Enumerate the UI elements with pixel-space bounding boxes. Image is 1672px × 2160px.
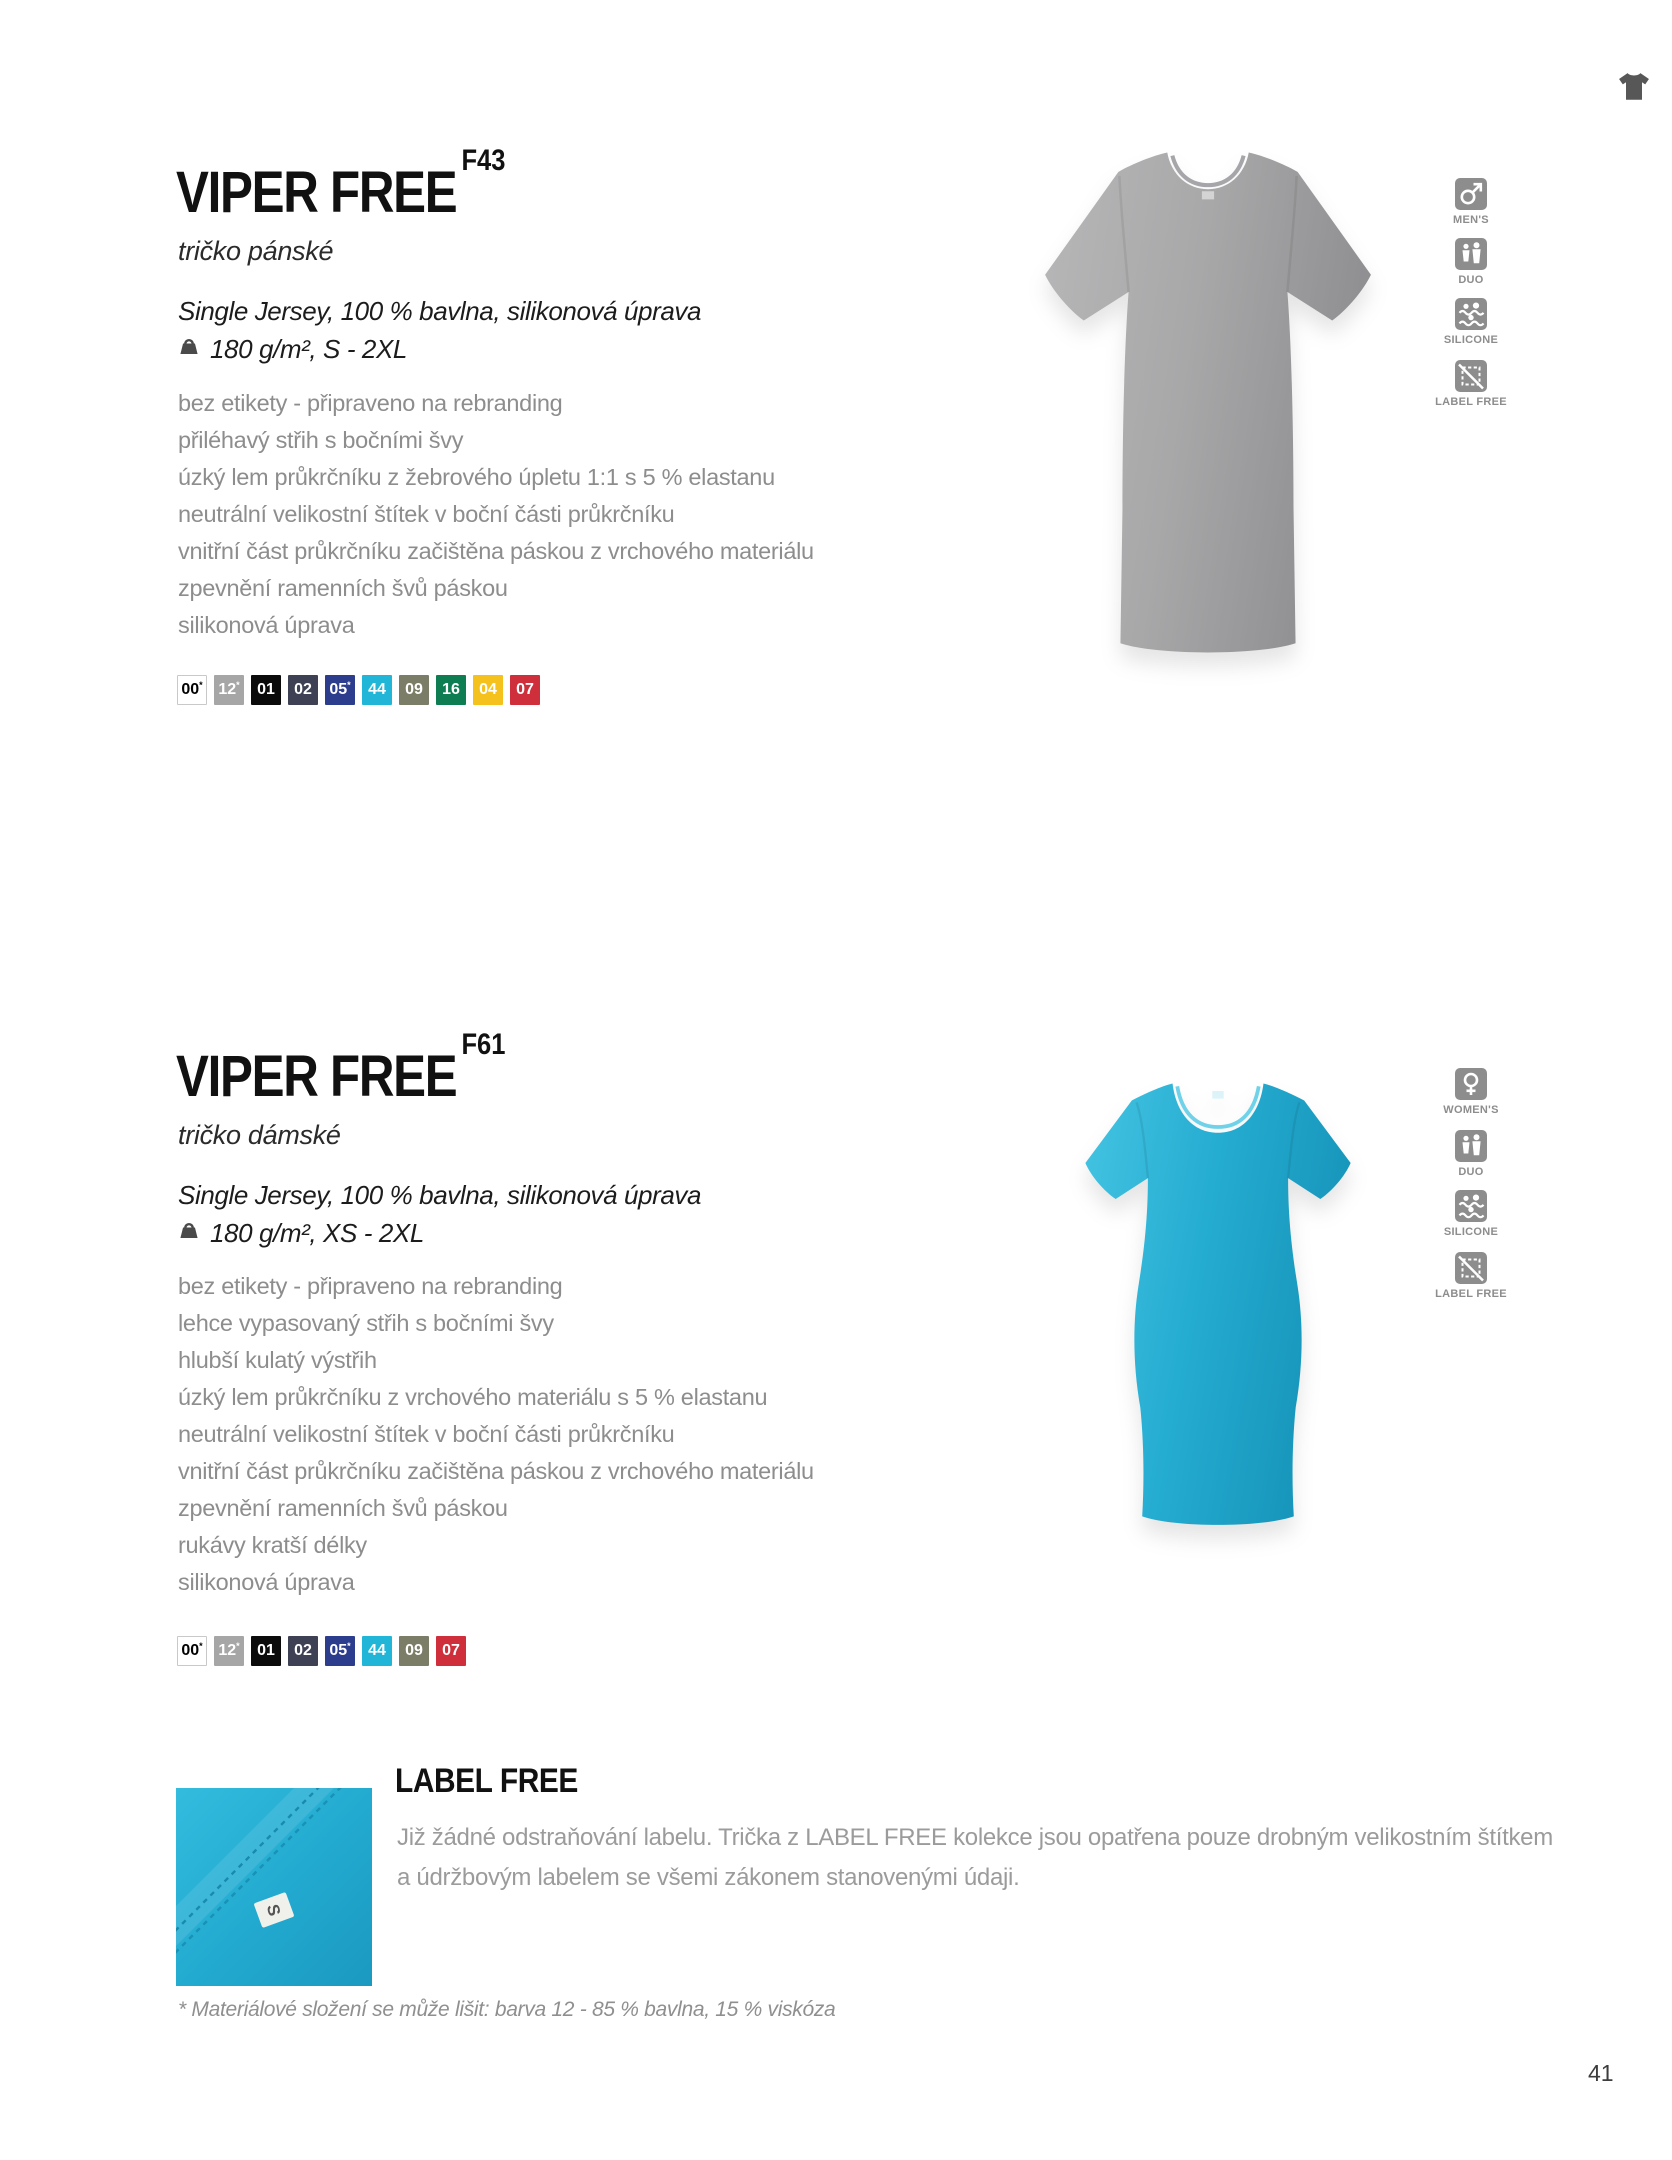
feature-line: neutrální velikostní štítek v boční části průkrčníku xyxy=(178,1421,675,1447)
color-swatch-05: 05 * xyxy=(325,1636,355,1666)
color-swatch-02: 02 xyxy=(288,675,318,705)
label-free-section-title: LABEL FREE xyxy=(395,1762,578,1800)
feature-line: lehce vypasovaný střih s bočními švy xyxy=(178,1310,554,1336)
material-line: Single Jersey, 100 % bavlna, silikonová úprava xyxy=(178,296,702,326)
weight-line xyxy=(178,1218,424,1249)
color-swatch-09: 09 xyxy=(399,1636,429,1666)
weight-icon xyxy=(178,334,200,365)
product-photo-mens-tshirt xyxy=(1012,122,1404,687)
badge-mens xyxy=(1409,178,1533,226)
color-swatch-12: 12 * xyxy=(214,1636,244,1666)
weight-sizes-text: 180 g/m², S - 2XL xyxy=(210,334,407,364)
color-swatch-04: 04 xyxy=(473,675,503,705)
feature-list xyxy=(178,385,814,644)
weight-sizes-text: 180 g/m², XS - 2XL xyxy=(210,1218,424,1248)
badge-label: DUO xyxy=(1458,1166,1484,1178)
product-photo-womens-tshirt xyxy=(1038,1036,1398,1566)
product-subtitle: tričko pánské xyxy=(178,236,334,266)
badge-label: LABEL FREE xyxy=(1435,1288,1507,1300)
color-swatch-02: 02 xyxy=(288,1636,318,1666)
label-free-section-text xyxy=(397,1818,1553,1898)
material-line: Single Jersey, 100 % bavlna, silikonová úprava xyxy=(178,1180,702,1210)
feature-line: silikonová úprava xyxy=(178,612,355,638)
feature-line: vnitřní část průkrčníku začištěna páskou z vrchového materiálu xyxy=(178,538,814,564)
color-swatch-05: 05 * xyxy=(325,675,355,705)
product-code: F43 xyxy=(461,143,506,177)
label-free-text-line2: a údržbovým labelem se všemi zákonem stanovenými údaji. xyxy=(397,1864,1020,1891)
duo-icon xyxy=(1455,1130,1487,1162)
color-swatch-09: 09 xyxy=(399,675,429,705)
product-title-f43 xyxy=(176,143,506,225)
color-swatch-01: 01 xyxy=(251,675,281,705)
badge-label: SILICONE xyxy=(1443,1226,1499,1238)
silicone-icon xyxy=(1455,298,1487,330)
duo-icon xyxy=(1455,238,1487,270)
feature-line: hlubší kulatý výstřih xyxy=(178,1347,377,1373)
badge-label: LABEL FREE xyxy=(1435,396,1507,408)
feature-line: silikonová úprava xyxy=(178,1569,355,1595)
feature-line: rukávy kratší délky xyxy=(178,1532,367,1558)
product-name: VIPER FREE xyxy=(176,1044,457,1109)
product-code: F61 xyxy=(461,1027,506,1061)
badge-label-free xyxy=(1409,360,1533,408)
feature-list xyxy=(178,1268,814,1601)
feature-line: zpevnění ramenních švů páskou xyxy=(178,575,508,601)
label-free-icon xyxy=(1455,360,1487,392)
badge-label: WOMEN'S xyxy=(1443,1104,1499,1116)
product-name: VIPER FREE xyxy=(176,160,457,225)
label-free-photo xyxy=(176,1788,372,1991)
weight-line xyxy=(178,334,407,365)
color-swatch-00: 00 * xyxy=(177,675,207,705)
badge-silicone xyxy=(1409,1190,1533,1238)
weight-icon xyxy=(178,1218,200,1249)
material-footnote: * Materiálové složení se může lišit: barva 12 - 85 % bavlna, 15 % viskóza xyxy=(178,1998,836,2021)
mens-icon xyxy=(1455,178,1487,210)
badge-label-free xyxy=(1409,1252,1533,1300)
womens-icon xyxy=(1455,1068,1487,1100)
feature-line: bez etikety - připraveno na rebranding xyxy=(178,1273,563,1299)
product-subtitle: tričko dámské xyxy=(178,1120,341,1150)
feature-line: úzký lem průkrčníku z vrchového materiálu s 5 % elastanu xyxy=(178,1384,768,1410)
badge-duo xyxy=(1409,1130,1533,1178)
label-free-text-line1: Již žádné odstraňování labelu. Trička z LABEL FREE kolekce jsou opatřena pouze drobným velikostním štítkem xyxy=(397,1824,1553,1851)
color-swatch-16: 16 xyxy=(436,675,466,705)
color-swatch-row xyxy=(177,675,540,705)
badge-womens xyxy=(1409,1068,1533,1116)
color-swatch-row xyxy=(177,1636,466,1666)
color-swatch-07: 07 xyxy=(510,675,540,705)
badge-label: DUO xyxy=(1458,274,1484,286)
color-swatch-00: 00 * xyxy=(177,1636,207,1666)
silicone-icon xyxy=(1455,1190,1487,1222)
feature-line: zpevnění ramenních švů páskou xyxy=(178,1495,508,1521)
badge-label: SILICONE xyxy=(1443,334,1499,346)
page-number: 41 xyxy=(1588,2060,1614,2086)
color-swatch-01: 01 xyxy=(251,1636,281,1666)
badge-duo xyxy=(1409,238,1533,286)
product-title-f61 xyxy=(176,1027,506,1109)
feature-line: vnitřní část průkrčníku začištěna páskou z vrchového materiálu xyxy=(178,1458,814,1484)
feature-line: úzký lem průkrčníku z žebrového úpletu 1:1 s 5 % elastanu xyxy=(178,464,775,490)
color-swatch-07: 07 xyxy=(436,1636,466,1666)
badge-silicone xyxy=(1409,298,1533,346)
feature-line: neutrální velikostní štítek v boční části průkrčníku xyxy=(178,501,675,527)
tshirt-corner-icon xyxy=(1618,72,1650,107)
color-swatch-44: 44 xyxy=(362,675,392,705)
feature-line: bez etikety - připraveno na rebranding xyxy=(178,390,563,416)
badge-label: MEN'S xyxy=(1453,214,1489,226)
size-tag-letter: S xyxy=(262,1902,285,1918)
color-swatch-12: 12 * xyxy=(214,675,244,705)
color-swatch-44: 44 xyxy=(362,1636,392,1666)
label-free-icon xyxy=(1455,1252,1487,1284)
feature-line: přiléhavý střih s bočními švy xyxy=(178,427,464,453)
